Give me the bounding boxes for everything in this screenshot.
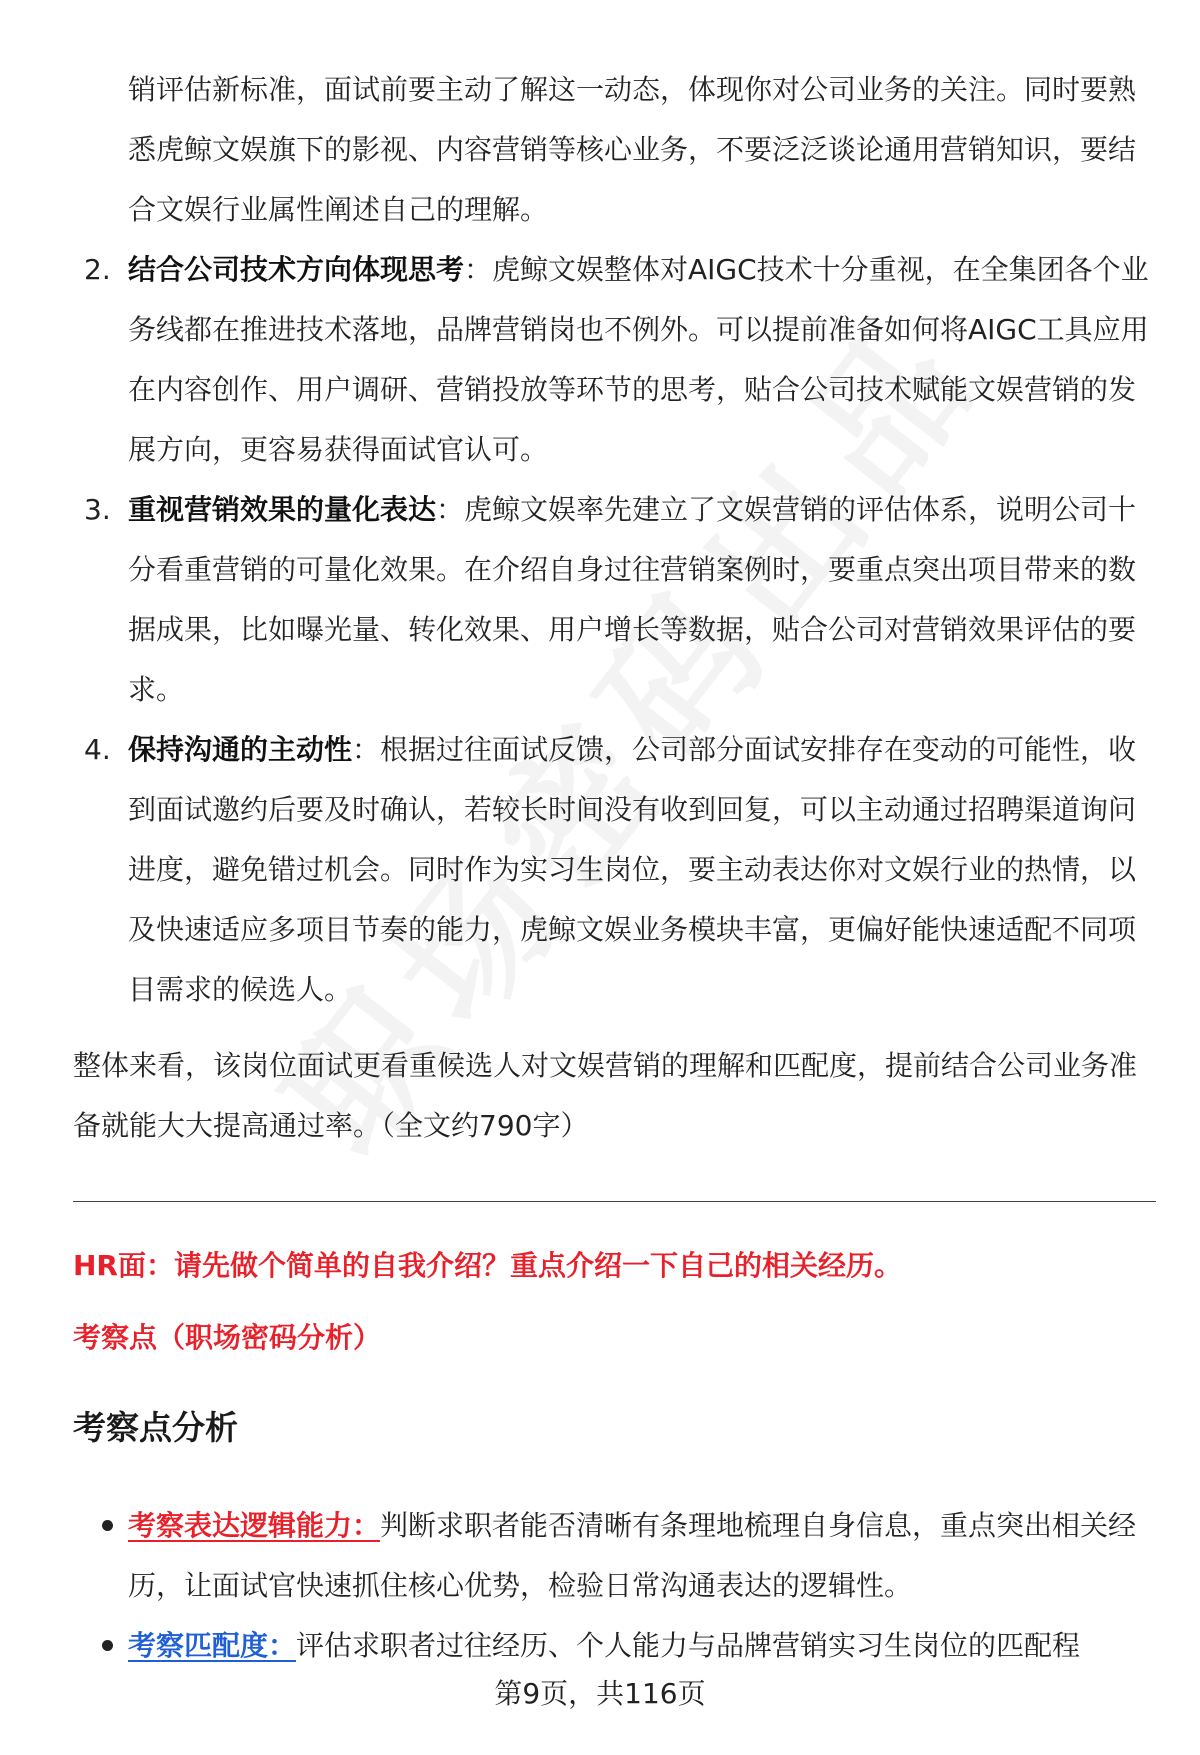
bullet-dot-icon — [102, 1640, 113, 1651]
tip-lead: 重视营销效果的量化表达 — [128, 493, 437, 526]
point-keyword-link[interactable]: 考察匹配度： — [128, 1629, 297, 1662]
tip-number: 3. — [84, 493, 111, 526]
tip-lead: 保持沟通的主动性 — [128, 733, 353, 766]
section-divider — [73, 1201, 1156, 1202]
tip-text: ：虎鲸文娱率先建立了文娱营销的评估体系，说明公司十分看重营销的可量化效果。在介绍自身过往营销案例时，要重点突出项目带来的数据成果，比如曝光量、转化效果、用户增长等数据，贴合公司对营销效果评估的要求。 — [128, 493, 1137, 706]
page-footer: 第9页，共116页 — [494, 1677, 706, 1710]
tip-item — [84, 240, 1160, 480]
tip-item — [84, 720, 1160, 1020]
tip-lead: 结合公司技术方向体现思考 — [128, 253, 465, 286]
tip-text: ：虎鲸文娱整体对AIGC技术十分重视，在全集团各个业务线都在推进技术落地，品牌营销岗也不例外。可以提前准备如何将AIGC工具应用在内容创作、用户调研、营销投放等环节的思考，贴合公司技术赋能文娱营销的发展方向，更容易获得面试官认可。 — [128, 253, 1149, 466]
tip-number: 4. — [84, 733, 111, 766]
tip-text: ：根据过往面试反馈，公司部分面试安排存在变动的可能性，收到面试邀约后要及时确认，若较长时间没有收到回复，可以主动通过招聘渠道询问进度，避免错过机会。同时作为实习生岗位，要主动表达你对文娱行业的热情，以及快速适应多项目节奏的能力，虎鲸文娱业务模块丰富，更偏好能快速适配不同项目需求的候选人。 — [128, 733, 1137, 1006]
continuation-paragraph: 销评估新标准，面试前要主动了解这一动态，体现你对公司业务的关注。同时要熟悉虎鲸文娱旗下的影视、内容营销等核心业务，不要泛泛谈论通用营销知识，要结合文娱行业属性阐述自己的理解。 — [128, 73, 1137, 226]
bullet-dot-icon — [102, 1520, 113, 1531]
analysis-point — [128, 1496, 1160, 1616]
tip-number: 2. — [84, 253, 111, 286]
point-text: 判断求职者能否清晰有条理地梳理自身信息，重点突出相关经历，让面试官快速抓住核心优势，检验日常沟通表达的逻辑性。 — [128, 1509, 1137, 1602]
section-title: 考察点分析 — [73, 1408, 238, 1447]
analysis-subheading: 考察点（职场密码分析） — [73, 1321, 382, 1354]
tip-item — [84, 480, 1160, 720]
point-keyword-link[interactable]: 考察表达逻辑能力： — [128, 1509, 381, 1542]
analysis-points-list — [128, 1496, 1160, 1676]
tips-list — [84, 240, 1160, 1020]
point-text: 评估求职者过往经历、个人能力与品牌营销实习生岗位的匹配程 — [296, 1629, 1081, 1662]
interview-question: HR面：请先做个简单的自我介绍？重点介绍一下自己的相关经历。 — [73, 1249, 902, 1282]
summary-paragraph: 整体来看，该岗位面试更看重候选人对文娱营销的理解和匹配度，提前结合公司业务准备就能大大提高通过率。（全文约790字） — [73, 1049, 1138, 1142]
analysis-point — [128, 1616, 1160, 1676]
